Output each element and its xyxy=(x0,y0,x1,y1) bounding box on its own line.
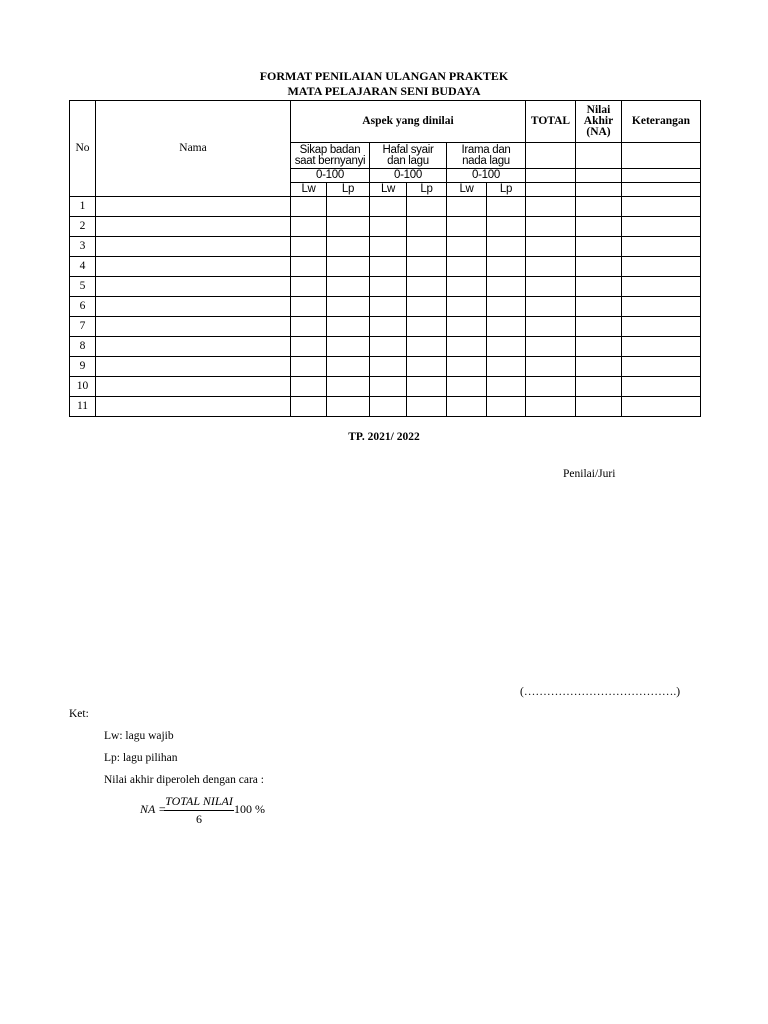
subheader-lp: Lp xyxy=(327,183,370,197)
table-row xyxy=(70,357,701,377)
document-title: FORMAT PENILAIAN ULANGAN PRAKTEK xyxy=(259,69,509,83)
score-cell xyxy=(447,237,487,257)
score-cell xyxy=(291,197,327,217)
score-cell xyxy=(370,377,407,397)
name-cell xyxy=(96,257,291,277)
score-cell xyxy=(370,217,407,237)
score-cell xyxy=(526,237,576,257)
score-cell xyxy=(291,217,327,237)
score-cell xyxy=(370,277,407,297)
score-cell xyxy=(291,257,327,277)
score-cell xyxy=(407,277,447,297)
score-cell xyxy=(291,277,327,297)
score-cell xyxy=(447,277,487,297)
nilai-akhir-description: Nilai akhir diperoleh dengan cara : xyxy=(104,774,264,786)
subheader-lp: Lp xyxy=(407,183,447,197)
score-cell xyxy=(526,377,576,397)
lw-description: Lw: lagu wajib xyxy=(104,730,174,742)
empty-cell xyxy=(576,143,622,169)
score-cell xyxy=(526,197,576,217)
subheader-lw: Lw xyxy=(447,183,487,197)
formula-numerator: TOTAL NILAI xyxy=(164,794,234,811)
score-cell xyxy=(487,237,526,257)
name-cell xyxy=(96,377,291,397)
score-cell xyxy=(576,297,622,317)
table-row xyxy=(70,377,701,397)
row-number: 4 xyxy=(70,257,96,277)
score-cell xyxy=(447,257,487,277)
score-cell xyxy=(407,297,447,317)
score-cell xyxy=(291,377,327,397)
document-subtitle: MATA PELAJARAN SENI BUDAYA xyxy=(287,84,481,98)
score-cell xyxy=(291,397,327,417)
empty-cell xyxy=(622,143,701,169)
name-cell xyxy=(96,357,291,377)
empty-cell xyxy=(622,169,701,183)
score-cell xyxy=(622,197,701,217)
score-cell xyxy=(576,197,622,217)
empty-cell xyxy=(622,183,701,197)
range-hafal-syair: 0-100 xyxy=(370,169,447,183)
score-cell xyxy=(447,297,487,317)
penilai-label: Penilai/Juri xyxy=(563,468,616,480)
score-cell xyxy=(447,317,487,337)
score-cell xyxy=(407,337,447,357)
aspect-hafal-syair: Hafal syair dan lagu xyxy=(370,143,447,169)
header-total: TOTAL xyxy=(526,101,576,143)
score-cell xyxy=(327,277,370,297)
table-row xyxy=(70,277,701,297)
row-number: 10 xyxy=(70,377,96,397)
row-number: 8 xyxy=(70,337,96,357)
score-cell xyxy=(327,357,370,377)
header-keterangan: Keterangan xyxy=(622,101,701,143)
name-cell xyxy=(96,237,291,257)
subheader-lw: Lw xyxy=(291,183,327,197)
score-cell xyxy=(291,317,327,337)
score-cell xyxy=(526,257,576,277)
score-cell xyxy=(487,197,526,217)
score-cell xyxy=(327,237,370,257)
header-nilai-akhir: Nilai Akhir (NA) xyxy=(576,101,622,143)
score-cell xyxy=(526,357,576,377)
lp-description: Lp: lagu pilihan xyxy=(104,752,178,764)
empty-cell xyxy=(576,169,622,183)
score-cell xyxy=(487,397,526,417)
score-cell xyxy=(370,397,407,417)
formula-rhs: 100 % xyxy=(234,802,265,816)
table-row xyxy=(70,337,701,357)
score-cell xyxy=(576,357,622,377)
score-cell xyxy=(526,297,576,317)
score-cell xyxy=(327,377,370,397)
score-cell xyxy=(447,337,487,357)
row-number: 1 xyxy=(70,197,96,217)
formula-fraction xyxy=(164,794,234,827)
table-row xyxy=(70,237,701,257)
score-cell xyxy=(576,397,622,417)
score-cell xyxy=(526,217,576,237)
score-cell xyxy=(526,397,576,417)
name-cell xyxy=(96,197,291,217)
score-cell xyxy=(407,317,447,337)
score-cell xyxy=(370,357,407,377)
empty-cell xyxy=(526,183,576,197)
score-cell xyxy=(370,337,407,357)
score-cell xyxy=(407,377,447,397)
score-cell xyxy=(447,197,487,217)
table-row xyxy=(70,197,701,217)
score-cell xyxy=(407,217,447,237)
score-cell xyxy=(327,217,370,237)
score-cell xyxy=(327,337,370,357)
name-cell xyxy=(96,277,291,297)
score-cell xyxy=(576,237,622,257)
score-cell xyxy=(447,397,487,417)
score-cell xyxy=(407,397,447,417)
name-cell xyxy=(96,397,291,417)
score-cell xyxy=(487,257,526,277)
score-cell xyxy=(622,257,701,277)
ket-label: Ket: xyxy=(69,708,89,720)
score-cell xyxy=(447,377,487,397)
score-cell xyxy=(407,237,447,257)
header-nama: Nama xyxy=(96,101,291,197)
score-cell xyxy=(327,297,370,317)
score-cell xyxy=(622,277,701,297)
score-cell xyxy=(327,397,370,417)
name-cell xyxy=(96,317,291,337)
subheader-lw: Lw xyxy=(370,183,407,197)
name-cell xyxy=(96,297,291,317)
empty-cell xyxy=(526,143,576,169)
table-row xyxy=(70,397,701,417)
score-cell xyxy=(622,377,701,397)
row-number: 11 xyxy=(70,397,96,417)
score-cell xyxy=(526,317,576,337)
score-cell xyxy=(291,337,327,357)
empty-cell xyxy=(576,183,622,197)
aspect-sikap-badan: Sikap badan saat bernyanyi xyxy=(291,143,370,169)
empty-cell xyxy=(526,169,576,183)
row-number: 9 xyxy=(70,357,96,377)
score-cell xyxy=(622,237,701,257)
row-number: 7 xyxy=(70,317,96,337)
score-cell xyxy=(327,257,370,277)
score-cell xyxy=(291,357,327,377)
table-row xyxy=(70,217,701,237)
score-cell xyxy=(407,197,447,217)
score-cell xyxy=(576,377,622,397)
score-cell xyxy=(370,257,407,277)
range-sikap-badan: 0-100 xyxy=(291,169,370,183)
aspect-irama-nada: Irama dan nada lagu xyxy=(447,143,526,169)
score-cell xyxy=(370,237,407,257)
score-cell xyxy=(407,257,447,277)
score-cell xyxy=(370,317,407,337)
score-cell xyxy=(487,337,526,357)
score-cell xyxy=(526,277,576,297)
score-cell xyxy=(407,357,447,377)
range-irama-nada: 0-100 xyxy=(447,169,526,183)
row-number: 2 xyxy=(70,217,96,237)
row-number: 5 xyxy=(70,277,96,297)
score-cell xyxy=(526,337,576,357)
score-cell xyxy=(576,257,622,277)
name-cell xyxy=(96,217,291,237)
score-cell xyxy=(622,357,701,377)
score-cell xyxy=(622,337,701,357)
score-cell xyxy=(576,217,622,237)
score-cell xyxy=(487,357,526,377)
header-no: No xyxy=(70,101,96,197)
subheader-lp: Lp xyxy=(487,183,526,197)
table-row xyxy=(70,297,701,317)
score-cell xyxy=(327,197,370,217)
table-row xyxy=(70,317,701,337)
formula-denominator: 6 xyxy=(196,812,202,826)
score-cell xyxy=(291,297,327,317)
score-cell xyxy=(622,317,701,337)
row-number: 3 xyxy=(70,237,96,257)
header-aspek: Aspek yang dinilai xyxy=(291,101,526,143)
table-row xyxy=(70,257,701,277)
score-cell xyxy=(487,297,526,317)
score-cell xyxy=(576,277,622,297)
row-number: 6 xyxy=(70,297,96,317)
score-cell xyxy=(487,217,526,237)
score-cell xyxy=(447,217,487,237)
score-cell xyxy=(622,217,701,237)
score-cell xyxy=(622,397,701,417)
name-cell xyxy=(96,337,291,357)
score-cell xyxy=(447,357,487,377)
score-cell xyxy=(576,337,622,357)
score-cell xyxy=(622,297,701,317)
score-cell xyxy=(291,237,327,257)
score-cell xyxy=(487,317,526,337)
formula-lhs: NA = xyxy=(140,802,167,816)
score-cell xyxy=(576,317,622,337)
score-cell xyxy=(370,197,407,217)
school-year: TP. 2021/ 2022 xyxy=(348,431,420,443)
score-cell xyxy=(327,317,370,337)
score-cell xyxy=(370,297,407,317)
assessment-table xyxy=(69,100,701,417)
score-cell xyxy=(487,377,526,397)
score-cell xyxy=(487,277,526,297)
signature-line: (………………………………….) xyxy=(520,686,681,698)
